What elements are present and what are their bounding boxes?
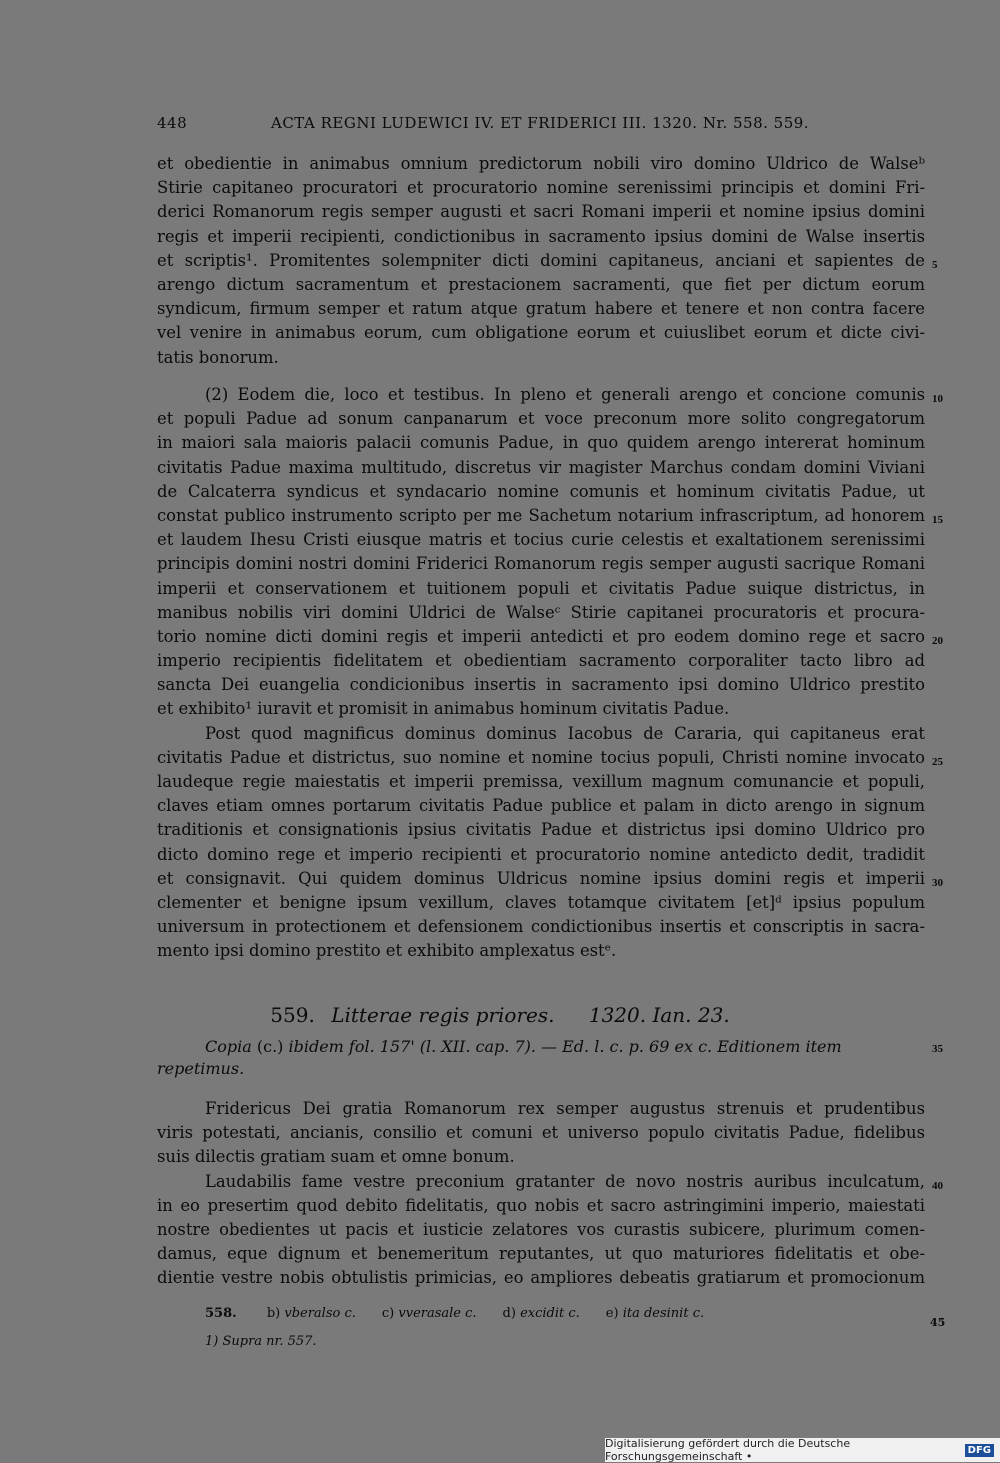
dfg-banner [605, 1438, 1000, 1462]
copy-label: Copia [205, 1037, 252, 1056]
footnote-mark: d) [502, 1306, 521, 1321]
footnote-source: 1) Supra nr. 557. [205, 1334, 317, 1349]
text-line: viris potestati, ancianis, consilio et comuni et universo populo civitatis Padue, fidelibus [157, 1123, 925, 1143]
text-line: Fridericus Dei gratia Romanorum rex semper augustus strenuis et prudentibus [205, 1099, 925, 1118]
line-number: 40 [932, 1179, 943, 1192]
text-line: civitatis Padue et districtus, suo nomine et nomine tocius populi, Christi nomine invocato [157, 747, 925, 767]
text-line: arengo dictum sacramentum et prestacionem sacramenti, que fiet per dictum eorum [157, 274, 925, 294]
text-line: civitatis Padue maxima multitudo, discretus vir magister Marchus condam domini Viviani [157, 457, 925, 477]
text-line: dicto domino rege et imperio recipienti et procuratorio nomine antedicto dedit, tradidit [157, 844, 925, 864]
dfg-logo: DFG [965, 1444, 994, 1457]
text-line: traditionis et consignationis ipsius civitatis Padue et districtus ipsi domino Uldrico pro [157, 820, 925, 840]
text-line: torio nomine dicti domini regis et imperii antedicti et pro eodem domino rege et sacro [157, 626, 925, 646]
footnote-mark: b) [266, 1306, 285, 1321]
text-line: Post quod magnificus dominus dominus Iacobus de Cararia, qui capitaneus erat [205, 723, 925, 743]
text-line: et obedientie in animabus omnium predictorum nobili viro domino Uldrico de Walseᵇ [157, 154, 925, 173]
text-line: et consignavit. Qui quidem dominus Uldricus nomine ipsius domini regis et imperii [157, 868, 925, 888]
line-number: 10 [932, 393, 943, 405]
text-line: de Calcaterra syndicus et syndacario nomine comunis et hominum civitatis Padue, ut [157, 481, 925, 501]
copy-reference-cont: repetimus. [157, 1059, 245, 1078]
text-line: nostre obedientes ut pacis et iusticie zelatores vos curastis subicere, plurimum comen- [157, 1219, 925, 1239]
footnote-item [382, 1306, 477, 1321]
page-number: 448 [157, 114, 188, 132]
running-header [157, 114, 925, 136]
text-line: et scriptis¹. Promitentes solempniter dicti domini capitaneus, anciani et sapientes de [157, 250, 925, 270]
line-number: 5 [932, 258, 938, 271]
text-line: et populi Padue ad sonum canpanarum et voce preconum more solito congregatorum [157, 409, 925, 429]
text-line: laudeque regie maiestatis et imperii premissa, vexillum magnum comunancie et populi, [157, 772, 925, 791]
text-line: clementer et benigne ipsum vexillum, claves totamque civitatem [et]ᵈ ipsius populum [157, 892, 925, 912]
text-line: (2) Eodem die, loco et testibus. In pleno et generali arengo et concione comunis [205, 385, 925, 404]
text-line: in maiori sala maioris palacii comunis Padue, in quo quidem arengo intererat hominum [157, 433, 925, 453]
footnote-doc-number: 558. [205, 1306, 237, 1321]
text-line: Laudabilis fame vestre preconium gratanter de novo nostris auribus inculcatum, [205, 1171, 925, 1191]
footnote-text: ita desinit c. [622, 1306, 705, 1321]
text-line: damus, eque dignum et benemeritum reputantes, ut quo maturiores fidelitatis et obe- [157, 1244, 925, 1264]
text-line: et laudem Ihesu Cristi eiusque matris et tocius curie celestis et exaltationem serenissimi [157, 530, 925, 550]
text-line: derici Romanorum regis semper augusti et sacri Romani imperii et nomine ipsius domini [157, 202, 925, 222]
footnote-item [267, 1306, 356, 1321]
footnote-line-558 [205, 1306, 704, 1321]
footnote-item [503, 1306, 580, 1321]
text-line: dientie vestre nobis obtulistis primicias, eo ampliores debeatis gratiarum et promocionum [157, 1268, 925, 1288]
copy-reference: ibidem fol. 157' (l. XII. cap. 7). — Ed. l. c. p. 69 ex c. Editionem item [288, 1037, 842, 1056]
footnote-text: vberalso c. [284, 1306, 356, 1321]
line-number: 35 [932, 1043, 943, 1055]
footnote-mark: c) [381, 1306, 399, 1321]
running-title: ACTA REGNI LUDEWICI IV. ET FRIDERICI III. 1320. Nr. 558. 559. [271, 114, 810, 132]
text-line: principis domini nostri domini Friderici Romanorum regis semper augusti sacrique Romani [157, 554, 925, 574]
copy-siglum: (c.) [251, 1037, 289, 1056]
text-line: vel venire in animabus eorum, cum obligatione eorum et cuiuslibet eorum et dicte civi- [157, 323, 925, 343]
copy-source-note [157, 1036, 943, 1080]
text-line: Stirie capitaneo procuratori et procuratorio nomine serenissimi principis et domini Fri- [157, 178, 925, 198]
text-line: constat publico instrumento scripto per me Sachetum notarium infrascriptum, ad honorem [157, 505, 925, 525]
footnote-text: vverasale c. [398, 1306, 477, 1321]
text-line: tatis bonorum. [157, 347, 279, 367]
text-line: syndicum, firmum semper et ratum atque gratum habere et tenere et non contra facere [157, 299, 925, 319]
document-date: 1320. Ian. 23. [588, 1003, 730, 1027]
text-line: universum in protectionem et defensionem condictionibus insertis et conscriptis in sacra- [157, 917, 925, 937]
footnote-line-1 [205, 1334, 317, 1349]
line-number: 45 [930, 1316, 946, 1329]
text-line: regis et imperii recipienti, condictionibus in sacramento ipsius domini de Walse insertis [157, 226, 925, 246]
text-line: mento ipsi domino prestito et exhibito amplexatus estᵉ. [157, 941, 617, 961]
line-number: 20 [932, 635, 943, 647]
text-line: claves etiam omnes portarum civitatis Padue publice et palam in dicto arengo in signum [157, 796, 925, 816]
footnote-item [606, 1306, 704, 1321]
line-number: 25 [932, 756, 943, 768]
text-line: sancta Dei euangelia condicionibus insertis in sacramento ipsi domino Uldrico prestito [157, 675, 925, 695]
text-line: manibus nobilis viri domini Uldrici de Walseᶜ Stirie capitanei procuratoris et procura- [157, 602, 925, 622]
text-line: suis dilectis gratiam suam et omne bonum. [157, 1147, 515, 1167]
line-number: 15 [932, 514, 943, 526]
document-559-text [157, 1097, 943, 1291]
section-558-part1 [157, 152, 938, 370]
text-line: in eo presertim quod debito fidelitatis, quo nobis et sacro astringimini imperio, maiestati [157, 1195, 925, 1215]
text-line: imperii et conservationem et tuitionem populi et civitatis Padue suique districtus, in [157, 578, 925, 598]
section-558-part2 [157, 383, 943, 964]
text-line: et exhibito¹ iuravit et promisit in animabus hominum civitatis Padue. [157, 699, 730, 719]
dfg-text: Digitalisierung gefördert durch die Deutsche Forschungsgemeinschaft • [605, 1437, 851, 1463]
document-title: Litterae regis priores. [331, 1003, 555, 1027]
document-number: 559. [270, 1003, 315, 1027]
document-559-heading [0, 1003, 1000, 1027]
line-number: 30 [932, 877, 943, 889]
footnote-mark: e) [605, 1306, 623, 1321]
footnote-text: excidit c. [520, 1306, 580, 1321]
text-line: imperio recipientis fidelitatem et obedientiam sacramento corporaliter tacto libro ad [157, 651, 925, 671]
